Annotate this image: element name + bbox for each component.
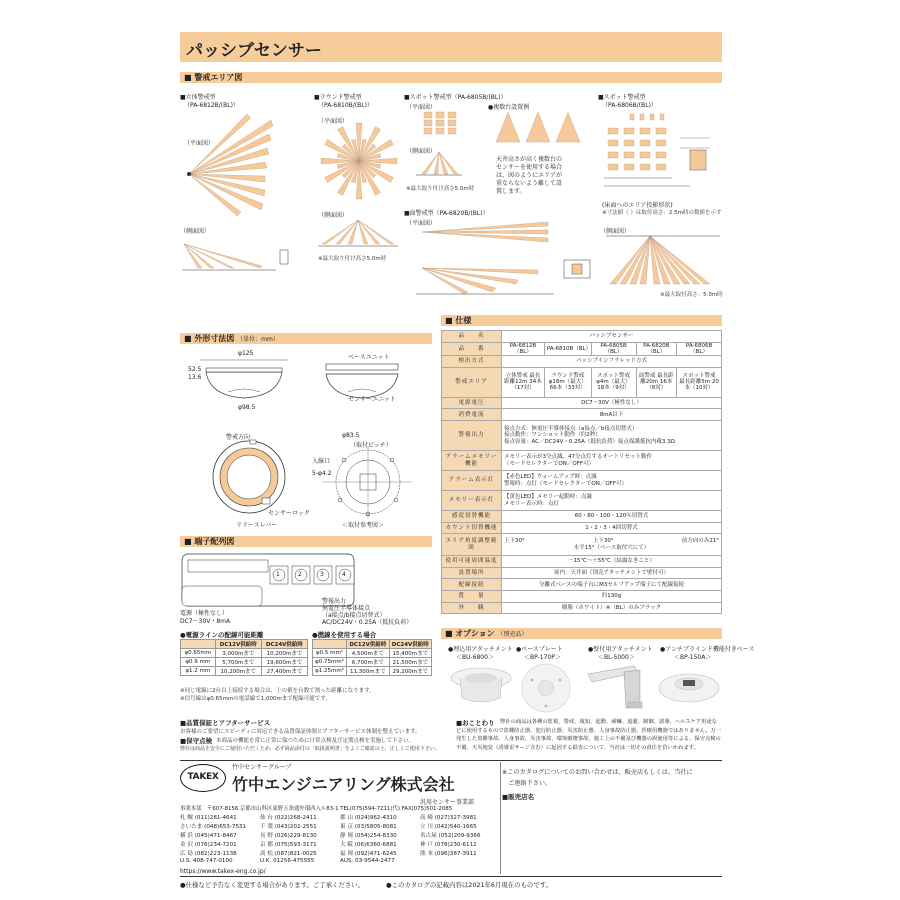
d4-floor-diagram (600, 108, 720, 198)
d5-plan-label: （平面図） (406, 220, 437, 227)
option-2-name: ●ベースプレート (516, 646, 563, 653)
option-1-model: ＜BU-6800＞ (456, 654, 494, 661)
pitch-label: φ83.5 (342, 432, 360, 439)
company-name: 竹中エンジニアリング株式会社 (232, 775, 455, 794)
office-item: 広 島 (082)223-1138 (180, 851, 237, 857)
d2-plan-label: （平面図） (318, 118, 349, 125)
spec-table: 品 名 パッシブセンサー 品 番 PA-6812B（BL） PA-6810B（BL） PA-6805B（BL） PA-6820B（BL） PA-6806B（BL） 検出方式 パッシブインフラレッド方式 警戒エリア 立体警戒 最長距離12m 34本（17対） ラウンド警戒 φ18m（最大） 66本（33対） スポット警戒 φ4m（最大） 18本（9対） 面警戒 最長距離20m 16本（8対） スポット警戒 最長距離5m 20本（10対） 電源電圧 DC7～30V（極性なし） 消費電流 8mA以下 警報出力 接点方式：無電圧半導体接点（a接点／b接点切替式） 接点動作：ワンショット動作（約2秒） 接点容量：AC／DC24V・0.25A（抵抗負荷）接点保護抵抗内蔵3.3Ω アラームメモリー機能 メモリー表示が3分点滅、47分点灯するオートリセット動作 （モードセレクターでON／OFF可） アラーム表示灯 【赤色LED】ウォームアップ時：点滅 警報時：点灯（モードセレクターでON／OFF可） メモリー表示灯 【黄色LED】メモリー起動時：点滅 メモリー表示時：点灯 感度切替機能 60・80・100・120％切替式 カウント切替機能 1・2・3・4回切替式 エリア角度調整範囲 上下30° 上下30° 前方向のみ21° 水平15°（ベース取付穴にて） 使用可能周囲温度 －15℃～＋55℃（結露なきこと） 設置場所 屋内：天井面（別売アタッチメントで壁付可） 配線接続 分離式ベースの端子台にM3セルフアップ端子にて配線接続 質 量 約130g 外 観 樹脂（ホワイト）※（BL）のみブラック (441, 330, 722, 614)
area-section-bar (180, 72, 722, 83)
warranty-text: お客様のご要望にスピーディに対応できる品質保証体制とアフターサービス体制を整えています。 (180, 729, 421, 735)
option-3-name: ●壁付用アタッチメント (588, 646, 653, 653)
d3-text-4: 重ならないよう離して設 (496, 180, 563, 187)
office-item: 神 戸 (078)230-6112 (420, 842, 477, 848)
d2-note: ※最大取り付け高さ5.0m時 (318, 256, 387, 262)
spec-section-title: ■ 仕様 (445, 315, 471, 326)
option-3-model: ＜BL-5000＞ (598, 654, 635, 661)
dims-section-title: ■ 外形寸法図 （単位：mm） (184, 333, 279, 345)
footer-right: ●このカタログの記載内容は2021年6月現在のものです。 (386, 881, 552, 889)
option-3-image (584, 662, 654, 712)
office-item: 千 葉 (043)202-2551 (260, 824, 317, 830)
office-item: 高 崎 (027)327-3981 (420, 815, 477, 821)
d3-text-3: は、図のようにエリアが (496, 172, 563, 179)
d3-plan-label: （平面図） (406, 104, 437, 111)
office-item: 郡 山 (024)962-4310 (340, 815, 397, 821)
company-top-rule (180, 760, 722, 761)
company-hq: 事業本部 〒607-8156 京都市山科区東野五条通外環西入ル83-1 TEL(075)594-7211(代) FAX(075)501-2085 (180, 806, 453, 812)
d3-text-2: センサーを使用する場合 (496, 164, 563, 171)
d1-side-diagram (180, 240, 300, 276)
maintenance-title: ■保守点検 (180, 737, 213, 745)
terminals-section-title: ■ 端子配列図 (184, 536, 234, 547)
d4-side-diagram (604, 232, 722, 288)
base-unit-label: ベースユニット (348, 354, 390, 361)
caution-title: ■おことわり (456, 719, 495, 727)
office-list (180, 813, 500, 864)
d4-floor-label: (床面へのエリア投影形状) (602, 202, 673, 209)
output-4: AC/DC24V・0.25A（抵抗負荷） (322, 619, 413, 626)
hole-label: 5-φ4.2 (312, 470, 332, 477)
dealer-label: ■販売店名 (502, 793, 535, 801)
safety-text: 弊社は商品を安全にご使用いただくため、必ず商品添付の「取扱説明書」をよくご確認の上、正しくご使用下さい。 (180, 746, 440, 752)
terminal-4: 4 (342, 571, 346, 578)
dim-h1: 52.5 (188, 366, 202, 373)
output-2: 無電圧半導体接点 (322, 605, 371, 612)
d3-note: ※最大取り付け高さ5.0m時 (406, 186, 475, 192)
d3-text-5: 置します。 (496, 188, 526, 195)
office-item: 立 川 (042)540-1665 (420, 824, 477, 830)
office-item: 京 都 (075)593-3171 (260, 842, 317, 848)
footer-rule (180, 876, 722, 877)
dim-d-top: φ125 (238, 350, 254, 357)
office-item: 高 松 (087)821-0025 (260, 851, 317, 857)
office-item: 金 沢 (076)234-7201 (180, 842, 237, 848)
footer-left: ●仕様など予告なく変更する場合があります。ご了承ください。 (180, 881, 365, 889)
d2-model: （PA-6810B/(BL)） (318, 102, 373, 109)
office-item: 仙 台 (022)268-2411 (260, 815, 317, 821)
office-item: さいたま (048)653-7531 (180, 824, 247, 830)
dims-side-view (198, 356, 290, 406)
office-item: 福 岡 (092)471-6245 (340, 851, 397, 857)
d3-plan-diagram (420, 108, 470, 138)
d1-side-label: （側面図） (180, 228, 211, 235)
caution-text: 弊社の商品は各種の監視、警戒、報知、起動、威嚇、退避、制御、誘導、ヘルスケア用途などに使用するもので盗難防止器、犯行防止器、災害防止器、人身事故防止器、医療用機器ではありません。万一発生した盗難事故、人身事故、災害事故、環境破壊事故、施工上の不備及び機器の誤使用等による、保守点検の不備、天災地変（誘導雷サージ含む）に起因する損害について、当社は一切その責任を負いかねます。 (456, 719, 722, 751)
terminal-3: 3 (320, 571, 324, 578)
option-4-model: ＜BP-150A＞ (674, 654, 712, 661)
d4-model: （PA-6806B/(BL)） (602, 102, 657, 109)
office-item: 大 阪 (06)6360-6881 (340, 842, 397, 848)
office-item: 東 京 (03)5805-8081 (340, 824, 397, 830)
company-logo: TAKEX (180, 764, 226, 792)
wire-table-2: DC12V供給時 DC24V供給時 φ0.5 mm² 4,500mまで 15,400mまで φ0.75mm² 6,700mまで 21,500mまで φ1.25mm² 11,300mまで 29,200mまで (312, 639, 432, 676)
office-item: 横 浜 (045)471-8467 (180, 833, 237, 839)
d3-multi-diagram (488, 110, 588, 146)
terminal-1: 1 (276, 571, 280, 578)
d3-multi: ●複数台設置例 (488, 104, 530, 111)
d3-title: ■スポット警戒型（PA-6805B/(BL)） (404, 94, 507, 101)
page-title: パッシブセンサー (186, 41, 322, 61)
contact-divider (500, 762, 501, 874)
d4-note-2: ※最大取付高さ：5.0m時 (660, 292, 723, 298)
option-1-name: ●埋込用アタッチメント (448, 646, 513, 653)
output-3: （a接点/b接点切替式） (322, 612, 386, 619)
wire-table-1-title: ●電源ラインの配線可能距離 (180, 631, 264, 639)
option-1-image (448, 662, 514, 710)
office-item: 静 岡 (054)254-8330 (340, 833, 397, 839)
option-2-model: ＜BP-170P＞ (524, 654, 561, 661)
terminal-2: 2 (298, 571, 302, 578)
company-group: 竹中センサーグループ (232, 764, 292, 771)
mount-ref-diagram (318, 446, 414, 518)
direction-label: 警戒方向 (226, 434, 251, 441)
office-item: 熊 本 (096)387-3911 (420, 851, 477, 857)
company-division: 汎用センサー事業部 (420, 799, 475, 806)
office-item: AUS. 03-9544-2477 (340, 858, 395, 864)
mount-ref-label: ＜取付参考図＞ (342, 522, 385, 529)
release-lever-label: リリースレバー (236, 522, 278, 529)
option-4-image (656, 664, 722, 710)
d1-plan-label: （平面図） (184, 140, 215, 147)
wire-table-1: DC12V供給時 DC24V供給時 φ0.65mm 3,000mまで 10,200mまで φ0.9 mm 5,700mまで 19,600mまで φ1.2 mm 10,200mまで 27,400mまで (180, 639, 308, 676)
d3-text-1: 天井高さが高く複数台の (496, 156, 563, 163)
office-item: U.K. 01256-475555 (260, 858, 315, 864)
wire-table-2-title: ●撚線を使用する場合 (312, 631, 377, 639)
d1-title: ■立体警戒型 (180, 94, 216, 101)
dims-top-view (210, 438, 288, 516)
d2-side-diagram (318, 218, 398, 252)
power-label: 電源（極性なし） (180, 610, 229, 617)
spec-section-bar (441, 315, 722, 326)
d2-side-label: （側面図） (318, 212, 349, 219)
wire-note-2: ※信号線はφ0.65mmの電話線で1,000mまで配線可能です。 (180, 696, 331, 702)
office-item: 札 幌 (011)281-4641 (180, 815, 237, 821)
d1-model: （PA-6812B/(BL)） (184, 102, 239, 109)
dim-d-bottom: φ98.5 (238, 404, 256, 411)
contact-text-1: ※このカタログについてのお問い合わせは、販売店もしくは、当社に (502, 769, 693, 776)
wire-note-1: ※同じ電線に2台以上接続する場合は、上の値を台数で割った距離になります。 (180, 688, 375, 694)
sensor-unit-label: センサーユニット (348, 396, 396, 403)
d1-plan-diagram (185, 112, 275, 222)
maintenance-text: 本商品の機能を常に正常に保つために日常点検及び定期点検を実施して下さい。 (216, 738, 415, 744)
office-item: 名古屋 (052)209-9366 (420, 833, 481, 839)
option-2-image (518, 662, 574, 714)
warranty-title: ■品質保証とアフターサービス (180, 719, 271, 727)
d3-side-label: （側面図） (406, 148, 437, 155)
company-url[interactable]: https://www.takex-eng.co.jp/ (180, 868, 266, 875)
output-1: 警報出力 (322, 598, 347, 605)
d5-title: ■面警戒型（PA-6820B/(BL)） (404, 210, 489, 217)
office-item: 長 野 (026)229-8130 (260, 833, 317, 839)
office-item (420, 858, 500, 864)
d3-side-diagram (414, 150, 464, 178)
d4-side-label: （側面図） (600, 228, 631, 235)
dim-h2: 13.6 (188, 374, 202, 381)
pitch-note: （取付ピッチ） (350, 442, 392, 449)
office-item: U.S. 408-747-0100 (180, 858, 233, 864)
d5-sensor-diagram (562, 256, 594, 282)
d5-diagram (408, 218, 558, 296)
d2-title: ■ラウンド警戒型 (314, 94, 362, 101)
inlet-label: 入線口 (312, 458, 331, 465)
option-4-name: ●アンチブラインド機能付きベース (660, 646, 755, 653)
d2-plan-diagram (320, 122, 398, 200)
options-section-title: ■ オプション （別売品） (445, 628, 527, 640)
sensor-lock-label: センサーロック (268, 510, 310, 517)
d4-note: ※寸法値（ ）は取付高さ：2.5m時の数値を示す (602, 210, 722, 216)
d4-title: ■スポット警戒型 (598, 94, 646, 101)
contact-text-2: ご連絡下さい。 (508, 780, 552, 787)
area-section-title: ■ 警戒エリア図 (184, 72, 242, 83)
power-voltage: DC7～30V・8mA (180, 618, 231, 625)
